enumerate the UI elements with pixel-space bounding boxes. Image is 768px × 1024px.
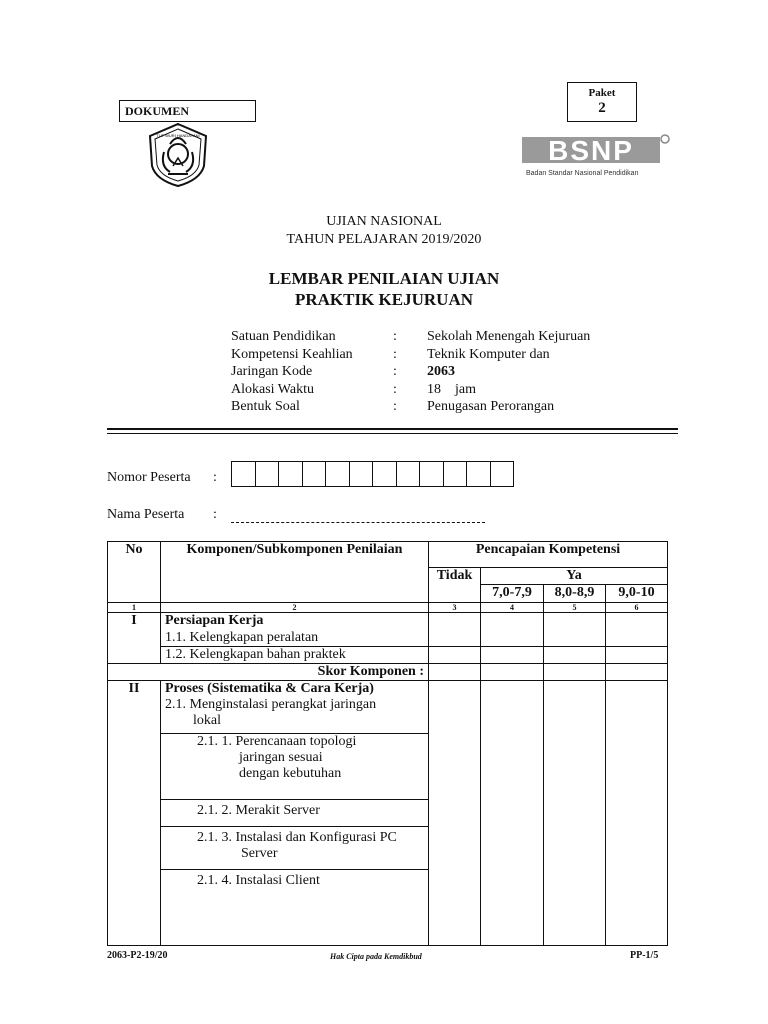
skor-komponen-label: Skor Komponen : xyxy=(108,664,429,681)
table-row xyxy=(108,681,668,734)
score-cell[interactable] xyxy=(544,664,606,681)
nama-peserta-colon: : xyxy=(213,507,217,522)
row-number: I xyxy=(108,613,161,664)
header-range: 9,0-10 xyxy=(606,585,668,603)
table-header-row xyxy=(108,542,668,568)
table-row xyxy=(108,664,668,681)
paket-label: Paket xyxy=(588,87,616,99)
subitem-cell xyxy=(161,827,429,870)
subitem-cell xyxy=(161,734,429,800)
nama-peserta-label: Nama Peserta xyxy=(107,507,185,522)
title-praktik-kejuruan: PRAKTIK KEJURUAN xyxy=(294,290,474,309)
kemdikbud-emblem-icon xyxy=(146,122,210,188)
title-tahun-pelajaran: TAHUN PELAJARAN 2019/2020 xyxy=(286,232,482,247)
score-cell[interactable] xyxy=(606,647,668,664)
table-row xyxy=(108,613,668,630)
info-row xyxy=(231,328,590,346)
score-cell[interactable] xyxy=(429,647,481,664)
bsnp-logo xyxy=(522,133,670,181)
column-number: 3 xyxy=(429,603,481,613)
info-row xyxy=(231,363,590,381)
score-cell[interactable] xyxy=(429,664,481,681)
table-row xyxy=(108,647,668,664)
info-colon: : xyxy=(393,364,397,380)
score-cell[interactable] xyxy=(606,664,668,681)
subitem-label: dengan kebutuhan xyxy=(239,766,342,781)
header-range: 7,0-7,9 xyxy=(481,585,544,603)
subitem-label: 2.1. 1. Perencanaan topologi xyxy=(197,734,357,749)
info-colon: : xyxy=(393,346,397,362)
header-komponen: Komponen/Subkomponen Penilaian xyxy=(161,542,429,603)
emblem-motto: TUT WURI HANDAYANI xyxy=(156,133,200,138)
info-value: Sekolah Menengah Kejuruan xyxy=(427,329,591,344)
subitem-label: 2.1. 3. Instalasi dan Konfigurasi PC xyxy=(197,830,397,845)
score-cell[interactable] xyxy=(544,681,606,946)
item-label: 1.1. Kelengkapan peralatan xyxy=(161,630,429,647)
bsnp-caption: Badan Standar Nasional Pendidikan xyxy=(526,170,639,177)
nomor-peserta-colon: : xyxy=(213,470,217,485)
info-key: Kompetensi Keahlian xyxy=(231,346,353,362)
item-label: 1.2. Kelengkapan bahan praktek xyxy=(161,647,429,664)
bsnp-logo-text: BSNP xyxy=(548,135,634,166)
column-number: 2 xyxy=(161,603,429,613)
column-number-row xyxy=(108,603,668,613)
title-ujian-nasional: UJIAN NASIONAL xyxy=(326,214,442,229)
info-value: Penugasan Perorangan xyxy=(427,399,555,415)
subitem-label: 2.1. 2. Merakit Server xyxy=(161,800,429,827)
section-title: Proses (Sistematika & Cara Kerja) xyxy=(165,681,374,696)
dokumen-label: DOKUMEN xyxy=(125,104,189,118)
score-cell[interactable] xyxy=(481,664,544,681)
column-number: 6 xyxy=(606,603,668,613)
footer-copyright: Hak Cipta pada Kemdikbud xyxy=(330,952,422,961)
score-cell[interactable] xyxy=(606,613,668,647)
section-title: Persiapan Kerja xyxy=(161,613,429,630)
nomor-peserta-label: Nomor Peserta xyxy=(107,470,191,485)
nomor-peserta-field[interactable] xyxy=(231,461,514,487)
info-row xyxy=(231,398,590,416)
title-lembar-penilaian: LEMBAR PENILAIAN UJIAN xyxy=(268,269,500,288)
subitem-label: 2.1. 4. Instalasi Client xyxy=(161,870,429,946)
info-value: 18 jam xyxy=(427,381,476,397)
info-block xyxy=(231,328,590,416)
column-number: 5 xyxy=(544,603,606,613)
score-cell[interactable] xyxy=(481,647,544,664)
header-pencapaian: Pencapaian Kompetensi xyxy=(429,542,668,568)
info-row xyxy=(231,346,590,364)
paket-value: 2 xyxy=(598,100,606,116)
info-key: Alokasi Waktu xyxy=(231,381,314,397)
score-cell[interactable] xyxy=(606,681,668,946)
paket-box xyxy=(567,82,637,122)
item-label: lokal xyxy=(193,713,221,728)
assessment-table xyxy=(107,541,668,946)
score-cell[interactable] xyxy=(544,613,606,647)
info-value: 2063 xyxy=(427,364,455,380)
header-ya: Ya xyxy=(481,568,668,585)
info-colon: : xyxy=(393,381,397,397)
info-colon: : xyxy=(393,399,397,415)
info-key: Satuan Pendidikan xyxy=(231,329,336,344)
item-label: 2.1. Menginstalasi perangkat jaringan xyxy=(165,697,377,712)
header-no: No xyxy=(108,542,161,603)
score-cell[interactable] xyxy=(544,647,606,664)
info-colon: : xyxy=(393,329,397,344)
info-key: Jaringan Kode xyxy=(231,364,313,380)
info-row xyxy=(231,381,590,399)
column-number: 1 xyxy=(108,603,161,613)
score-cell[interactable] xyxy=(481,613,544,647)
subitem-label: Server xyxy=(241,846,278,861)
footer-page: PP-1/5 xyxy=(630,950,659,961)
score-cell[interactable] xyxy=(429,613,481,647)
header-tidak: Tidak xyxy=(429,568,481,603)
score-cell[interactable] xyxy=(481,681,544,946)
footer-code: 2063-P2-19/20 xyxy=(107,950,168,961)
row-number: II xyxy=(108,681,161,946)
score-cell[interactable] xyxy=(429,681,481,946)
subitem-label: jaringan sesuai xyxy=(239,750,323,765)
column-number: 4 xyxy=(481,603,544,613)
dokumen-box xyxy=(119,100,256,122)
nama-peserta-field[interactable] xyxy=(231,522,485,523)
section-cell xyxy=(161,681,429,734)
header-range: 8,0-8,9 xyxy=(544,585,606,603)
divider-thin xyxy=(107,433,678,434)
divider-thick xyxy=(107,428,678,430)
info-value: Teknik Komputer dan xyxy=(427,346,550,362)
info-key: Bentuk Soal xyxy=(231,399,300,415)
